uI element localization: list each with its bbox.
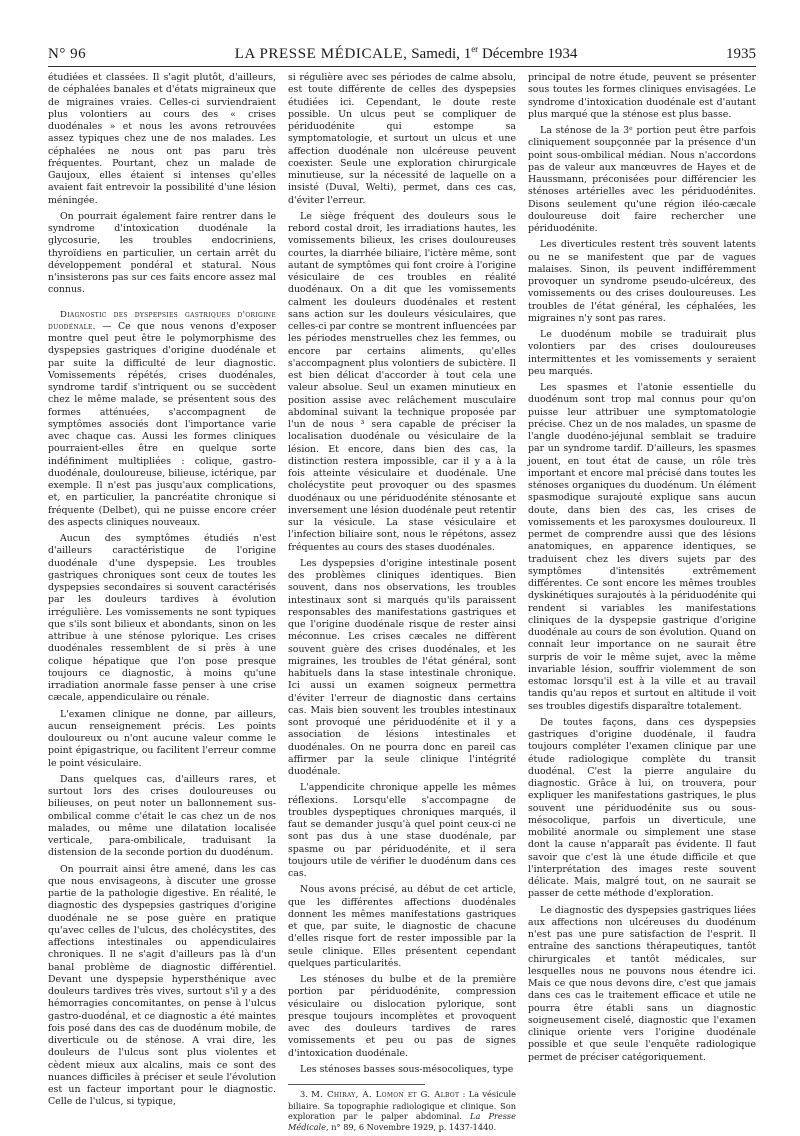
footnote-rule — [288, 1084, 425, 1085]
paragraph: On pourrait ainsi être amené, dans les cas que nous envisageons, à discuter une grosse partie de la pathologie digestive. En réalité, le diagnostic des dyspepsies gastriques d'origine duodénale ne se pose guère en pratique qu'avec celles de l'ulcus, des cholécystites, des affections intestinales ou appendiculaires chroniques. Il ne s'agit d'ailleurs pas là d'un banal problème de diagnostic différentiel. Devant une dyspepsie hypersthénique avec douleurs tardives très vives, surtout s'il y a des hémorragies concomitantes, on pense à l'ulcus gastro-duodénal, et ce diagnostic a été maintes fois posé dans des cas de duodénum mobile, de diverticule ou de sténose. A vrai dire, les douleurs de l'ulcus sont plus violentes et cèdent mieux aux alcalins, mais ce sont des nuances difficiles à préciser et seule l'évolution est un facteur important pour le diagnostic. Celle de l'ulcus, si typique, — [48, 863, 276, 1108]
issue-date-day: 1 — [463, 46, 472, 62]
paragraph: Les diverticules restent très souvent latents ou ne se manifestent que par de vagues malaises. Sinon, ils peuvent indifféremment provoquer un syndrome pseudo-ulcéreux, des vomissements ou des crises douloureuses. Les troubles de l'état général, les céphalées, les migraines n'y sont pas rares. — [528, 239, 756, 324]
paragraph: On pourrait également faire rentrer dans le syndrome d'intoxication duodénale la glycosurie, les troubles endocriniens, thyroïdiens en particulier, un certain arrêt du développement pondéral et statural. Nous n'insisterons pas sur ces faits encore assez mal connus. — [48, 210, 276, 296]
paragraph: L'examen clinique ne donne, par ailleurs, aucun renseignement précis. Les points douloureux ou n'ont aucune valeur comme le point épigastrique, ou facilitent l'erreur comme le point vésiculaire. — [48, 708, 276, 769]
paragraph: Diagnostic des dyspepsies gastriques d'origine duodénale. — Ce que nous venons d'exposer montre quel peut être le polymorphisme des dyspepsies gastriques d'origine duodénale et par suite la difficulté de leur diagnostic. Vomissements répétés, crises duodénales, syndrome tardif s'intriquent ou se succèdent chez le même malade, se présentent sous des formes atténuées, s'accompagnent de symptômes associés dont l'importance varie avec chaque cas. Aussi les formes cliniques pourraient-elles être en quelque sorte indéfiniment multipliées : colique, gastro-duodénale, douloureuse, bilieuse, ictérique, par exemple. Il n'est pas jusqu'aux complications, et, en particulier, la pancréatite chronique si fréquente (Delbet), qui ne puisse encore créer des aspects cliniques nouveaux. — [48, 309, 276, 528]
paragraph: Les spasmes et l'atonie essentielle du duodénum sont trop mal connus pour qu'on puisse leur attribuer une symptomatologie précise. Chez un de nos malades, un spasme de l'angle duodéno-jéjunal semblait se traduire par un syndrome tardif. D'ailleurs, les spasmes jouent, en tout état de cause, un rôle très important et encore mal précisé dans toutes les sténoses organiques du duodénum. Un élément spasmodique surajouté explique sans aucun doute, dans bien des cas, les crises de vomissements et les paroxysmes douloureux. Il permet de comprendre aussi que des lésions anatomiques, en apparence identiques, se traduisent chez les divers sujets par des symptômes d'intensités extrêmement différentes. Ce sont encore les mêmes troubles dyskinétiques surajoutés à la périduodénite qui rendent si variables les manifestations cliniques de la dyspepsie gastrique d'origine duodénale au cours de son évolution. Quand on connaît leur importance on ne saurait être surpris de voir le même sujet, avec la même invariable lésion, souffrir violemment de son estomac lorsqu'il est à la ville et au travail tandis qu'au repos et surtout en altitude il voit ses troubles digestifs disparaître totalement. — [528, 382, 756, 712]
text-column-3 — [528, 72, 756, 1136]
paragraph: principal de notre étude, peuvent se présenter sous toutes les formes cliniques envisagées. Le syndrome d'intoxication duodénale est d'autant plus marqué que la sténose est plus basse. — [528, 72, 756, 120]
paragraph: Aucun des symptômes étudiés n'est d'ailleurs caractéristique de l'origine duodénale d'une dyspepsie. Les troubles gastriques chroniques sont ceux de toutes les dyspepsies secondaires si souvent caractérisés par les douleurs tardives à évolution irrégulière. Les vomissements ne sont typiques que s'ils sont bilieux et abondants, sinon on les attribue à une sténose pylorique. Les crises duodénales ressemblent de si près à une colique hépatique que l'on pose presque toujours ce diagnostic, à moins qu'une irradiation anormale fasse penser à une crise cæcale, appendiculaire ou rénale. — [48, 533, 276, 704]
paragraph: L'appendicite chronique appelle les mêmes réflexions. Lorsqu'elle s'accompagne de troubles dyspeptiques chroniques marqués, il faut se demander jusqu'à quel point ceux-ci ne sont pas dus à une stase duodénale, par spasme ou par périduodénite, et il sera toujours utile de vérifier le duodénum dans ces cas. — [288, 782, 516, 879]
text-column-2 — [288, 72, 516, 1136]
paragraph: Les sténoses basses sous-mésocoliques, type — [300, 1063, 514, 1075]
page-header — [48, 44, 756, 67]
issue-date: Décembre 1934 — [481, 46, 578, 62]
journal-masthead — [86, 44, 726, 63]
paragraph: Les sténoses du bulbe et de la première portion par périduodénite, compression vésiculaire ou dislocation pylorique, sont presque toujours incomplètes et provoquent avec des douleurs tardives de rares vomissements et peu ou pas de signes d'intoxication duodénale. — [288, 974, 516, 1059]
footnote: 3. M. Chiray, A. Lomon et G. Albot : La vésicule biliaire. Sa topographie radiologique et clinique. Son exploration par le palper abdominal. La Presse Médicale, n° 89, 6 Novembre 1929, p. 1437-1440. — [288, 1089, 516, 1132]
section-heading: Diagnostic des dyspepsies gastriques d'origine duodénale. — [48, 309, 276, 332]
paragraph: Les dyspepsies d'origine intestinale posent des problèmes cliniques identiques. Bien souvent, dans nos observations, les troubles intestinaux sont si marqués qu'ils paraissent responsables des manifestations gastriques et que l'origine duodénale risque de rester ainsi méconnue. Les crises cæcales ne diffèrent souvent guère des crises duodénales, et les migraines, les troubles de l'état général, sont habituels dans la stase intestinale chronique. Ici aussi un examen soigneux permettra d'éviter l'erreur de diagnostic dans certains cas. Mais bien souvent les troubles intestinaux sont provoqué une périduodénite et il y a association de lésions intestinales et duodénales. On ne pourra donc en pareil cas affirmer par la seule clinique l'intégrité duodénale. — [288, 557, 516, 777]
paragraph: étudiées et classées. Il s'agit plutôt, d'ailleurs, de céphalées banales et d'états migraineux que de migraines vraies. Celles-ci surviendraient plus volontiers au cours des « crises duodénales » et nous les avons retrouvées assez typiques chez une de nos malades. Les céphalées ne nous ont pas paru très fréquentes. Pourtant, chez un malade de Gaujoux, elles étaient si intenses qu'elles avaient fait entrevoir la possibilité d'une lésion méningée. — [48, 72, 276, 206]
paragraph: Le duodénum mobile se traduirait plus volontiers par des crises douloureuses intermittentes et les vomissements y seraient peu marqués. — [528, 329, 756, 377]
text-column-1 — [48, 72, 276, 1136]
journal-title: LA PRESSE MÉDICALE, — [234, 46, 408, 62]
paragraph: Le siège fréquent des douleurs sous le rebord costal droit, les irradiations hautes, les vomissements bilieux, les crises douloureuses courtes, la diarrhée biliaire, l'ictère même, sont autant de symptômes qui font croire à l'origine vésiculaire de ces troubles en réalité duodénaux. On a dit que les vomissements calment les douleurs duodénales et restent sans action sur les douleurs vésiculaires, que celles-ci par contre se montrent influencées par les périodes menstruelles chez les femmes, ou encore par certains aliments, qu'elles s'accompagnent plus volontiers de subictère. Il est bien délicat d'accorder à tout cela une valeur absolue. Seul un examen minutieux en position assise avec relâchement musculaire abdominal suivant la technique proposée par l'un de nous ³ sera capable de préciser la localisation duodénale ou vésiculaire de la lésion. Et encore, dans bien des cas, la distinction restera impossible, car il y a à la fois atteinte vésiculaire et duodénale. Une cholécystite peut provoquer ou des spasmes duodénaux ou une périduodénite sténosante et inversement une lésion duodénale peut retentir sur la vésicule. La stase vésiculaire et l'infection biliaire sont, nous le répétons, assez fréquentes au cours des stases duodénales. — [288, 210, 516, 553]
paragraph: Nous avons précisé, au début de cet article, que les différentes affections duodénales donnent les mêmes manifestations gastriques et que, par suite, le diagnostic de chacune d'elles risque fort de rester impossible par la seule clinique. Elles présentent cependant quelques particularités. — [288, 884, 516, 969]
paragraph: La sténose de la 3ᵉ portion peut être parfois cliniquement soupçonnée par la présence d'un point sous-ombilical médian. Nous n'accordons pas de valeur aux manœuvres de Hayes et de Haussmann, préconisées pour différencier les sténoses artérielles avec les périduodénites. Disons seulement qu'une région iléo-cæcale douloureuse doit faire rechercher une périduodénite. — [528, 125, 756, 234]
page-number: 1935 — [726, 46, 756, 62]
paragraph: Le diagnostic des dyspepsies gastriques liées aux affections non ulcéreuses du duodénum n'est pas une pure satisfaction de l'esprit. Il entraîne des sanctions thérapeutiques, tantôt chirurgicales et tantôt médicales, sur lesquelles nous ne pouvons nous étendre ici. Mais ce que nous devons dire, c'est que jamais dans ces cas le traitement efficace et utile ne pourra être établi sans un diagnostic soigneusement ciselé, diagnostic que l'examen clinique oriente vers l'origine duodénale possible et que seule l'enquête radiologique permet de préciser catégoriquement. — [528, 904, 756, 1063]
issue-number: N° 96 — [48, 46, 87, 62]
issue-day: Samedi, — [411, 46, 460, 62]
paragraph: De toutes façons, dans ces dyspepsies gastriques d'origine duodénale, il faudra toujours compléter l'examen clinique par une étude radiologique complète du transit duodénal. C'est la pierre angulaire du diagnostic. Grâce à lui, on trouvera, pour expliquer les manifestations gastriques, le plus souvent une périduodénite sus ou sous-mésocolique, parfois un diverticule, une mobilité anormale ou simplement une stase dont la cause n'apparaît pas évidente. Il faut savoir que c'est là une étude difficile et que l'interprétation des images reste souvent délicate. Mais, malgré tout, on ne saurait se passer de cette méthode d'exploration. — [528, 716, 756, 900]
paragraph: si régulière avec ses périodes de calme absolu, est toute différente de celles des dyspepsies étudiées ici. Cependant, le doute reste possible. Un ulcus peut se compliquer de périduodénite qui estompe sa symptomatologie, et surtout un ulcus et une affection duodénale non ulcéreuse peuvent coexister. Seule une exploration chirurgicale minutieuse, sur la nécessité de laquelle on a insisté (Duval, Welti), permet, dans ces cas, d'éviter l'erreur. — [288, 72, 516, 206]
paragraph: Dans quelques cas, d'ailleurs rares, et surtout lors des crises douloureuses ou bilieuses, on peut noter un ballonnement sus-ombilical comme c'était le cas chez un de nos malades, ou même une dilatation localisée verticale, para-ombilicale, traduisant la distension de la seconde portion du duodénum. — [48, 773, 276, 859]
article-body — [48, 72, 756, 1132]
issue-date-sup: er — [471, 44, 479, 54]
